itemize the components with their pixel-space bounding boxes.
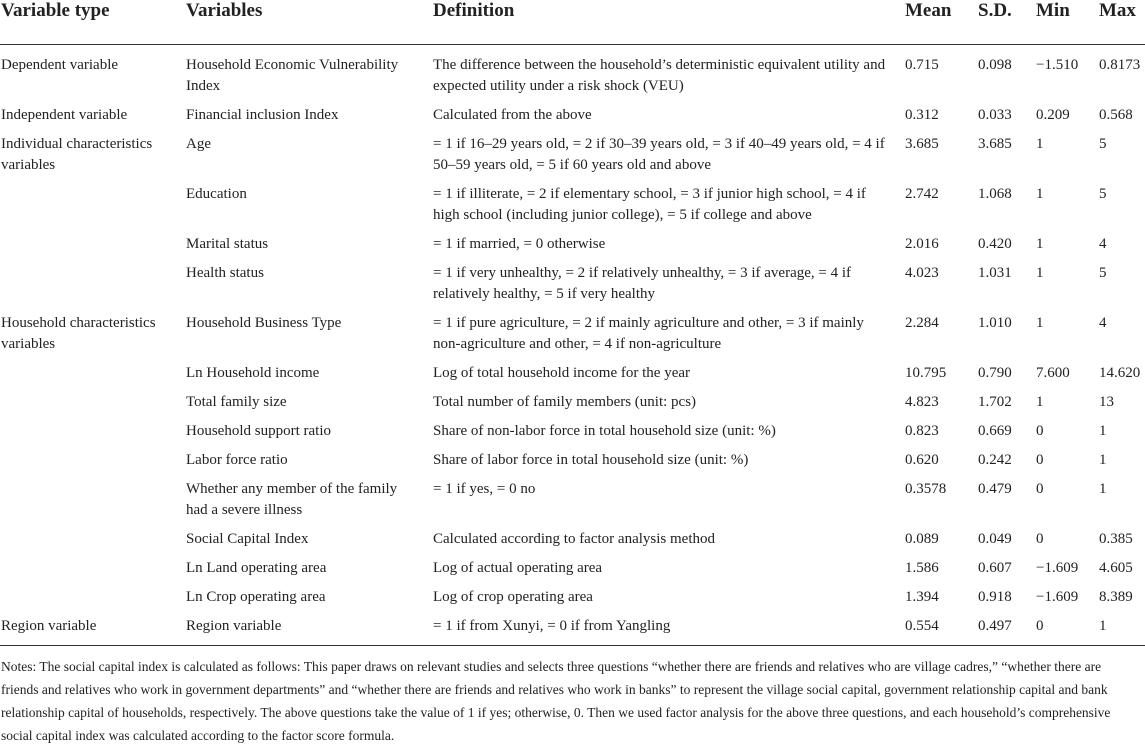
cell-variable: Household Business Type: [186, 315, 342, 331]
cell-max: 14.620: [1099, 365, 1141, 381]
cell-sd: 0.033: [978, 107, 1012, 123]
cell-variable-type: Dependent variable: [1, 57, 119, 73]
cell-definition: = 1 if married, = 0 otherwise: [433, 236, 606, 252]
cell-definition: Log of actual operating area: [433, 560, 603, 576]
cell-max: 0.568: [1099, 107, 1133, 123]
cell-max: 5: [1099, 186, 1107, 202]
cell-variable: Marital status: [186, 236, 269, 252]
cell-min: 1: [1036, 186, 1044, 202]
cell-max: 13: [1099, 394, 1114, 410]
cell-variable: Ln Crop operating area: [186, 589, 326, 605]
cell-mean: 1.586: [905, 560, 939, 576]
cell-max: 0.385: [1099, 531, 1133, 547]
cell-variable-type: [0, 263, 177, 313]
cell-variable-type: [0, 529, 177, 558]
table-row: [0, 450, 1145, 479]
cell-sd: 0.479: [978, 481, 1012, 497]
cell-variable-type: [0, 587, 177, 616]
table-row: [0, 234, 1145, 263]
table-row: [0, 363, 1145, 392]
cell-mean: 3.685: [905, 136, 939, 152]
cell-variable-type: [0, 184, 177, 234]
table-notes: Notes: The social capital index is calculated as follows: This paper draws on relevant studies and selects three questions “whether there are friends and relatives who are village cadres,” “whether there are friends and relatives who work in government departments” and “whether there are friends and relatives who work in banks” to represent the village social capital, government relationship capital and bank relationship capital of households, respectively. The above questions take the value of 1 if yes; otherwise, 0. Then we used factor analysis for the above three questions, and each household’s comprehensive social capital index was calculated according to the factor score formula.: [1, 659, 1111, 743]
cell-variable-type: [0, 392, 177, 421]
cell-variable: Ln Household income: [186, 365, 320, 381]
cell-definition: = 1 if illiterate, = 2 if elementary school, = 3 if junior high school, = 4 if high school (including junior college), = 5 if college and above: [433, 186, 866, 223]
cell-mean: 0.3578: [905, 481, 947, 497]
table-row: [0, 479, 1145, 529]
cell-variable-type: Household characteristics variables: [1, 315, 156, 352]
cell-sd: 1.702: [978, 394, 1012, 410]
cell-max: 5: [1099, 265, 1107, 281]
table-row: [0, 105, 1145, 134]
header-min: Min: [1028, 0, 1091, 45]
cell-mean: 2.284: [905, 315, 939, 331]
cell-min: 0: [1036, 452, 1044, 468]
cell-sd: 0.607: [978, 560, 1012, 576]
cell-variable: Health status: [186, 265, 264, 281]
header-definition: Definition: [424, 0, 897, 45]
cell-sd: 1.068: [978, 186, 1012, 202]
cell-min: 1: [1036, 236, 1044, 252]
cell-sd: 0.918: [978, 589, 1012, 605]
cell-min: −1.609: [1036, 560, 1079, 576]
cell-max: 1: [1099, 423, 1107, 439]
cell-variable: Total family size: [186, 394, 287, 410]
cell-min: 0: [1036, 481, 1044, 497]
cell-min: −1.609: [1036, 589, 1079, 605]
cell-variable: Labor force ratio: [186, 452, 288, 468]
cell-definition: Log of total household income for the year: [433, 365, 691, 381]
cell-mean: 0.620: [905, 452, 939, 468]
cell-sd: 3.685: [978, 136, 1012, 152]
cell-max: 4.605: [1099, 560, 1133, 576]
table-row: [0, 587, 1145, 616]
cell-definition: Log of crop operating area: [433, 589, 593, 605]
cell-max: 8.389: [1099, 589, 1133, 605]
cell-max: 4: [1099, 315, 1107, 331]
cell-variable: Ln Land operating area: [186, 560, 327, 576]
cell-variable-type: Region variable: [0, 616, 177, 646]
cell-definition: = 1 if from Xunyi, = 0 if from Yangling: [424, 616, 897, 646]
cell-mean: 4.823: [905, 394, 939, 410]
cell-sd: 0.242: [978, 452, 1012, 468]
cell-variable: Region variable: [177, 616, 424, 646]
header-max: Max: [1091, 0, 1145, 45]
cell-definition: = 1 if pure agriculture, = 2 if mainly agriculture and other, = 3 if mainly non-agriculture and other, = 4 if non-agriculture: [433, 315, 864, 352]
table-row: [0, 529, 1145, 558]
cell-definition: Share of labor force in total household size (unit: %): [433, 452, 749, 468]
cell-min: 1: [1036, 265, 1044, 281]
cell-sd: 0.098: [978, 57, 1012, 73]
table-row: [0, 263, 1145, 313]
cell-variable-type: Individual characteristics variables: [1, 136, 153, 173]
cell-variable-type: [0, 479, 177, 529]
cell-definition: Total number of family members (unit: pcs): [433, 394, 697, 410]
cell-min: 1: [1036, 136, 1044, 152]
cell-mean: 1.394: [905, 589, 939, 605]
cell-sd: 0.420: [978, 236, 1012, 252]
cell-definition: = 1 if very unhealthy, = 2 if relatively unhealthy, = 3 if average, = 4 if relatively healthy, = 5 if very healthy: [433, 265, 852, 302]
cell-min: 1: [1036, 315, 1044, 331]
table-row: [0, 392, 1145, 421]
cell-definition: Calculated from the above: [433, 107, 592, 123]
cell-definition: Share of non-labor force in total household size (unit: %): [433, 423, 776, 439]
cell-mean: 10.795: [905, 365, 947, 381]
cell-variable: Social Capital Index: [186, 531, 309, 547]
cell-sd: 0.669: [978, 423, 1012, 439]
header-variables: Variables: [177, 0, 424, 45]
cell-min: −1.510: [1036, 57, 1079, 73]
cell-mean: 0.715: [905, 57, 939, 73]
cell-definition: Calculated according to factor analysis method: [433, 531, 715, 547]
cell-variable: Household Economic Vulnerability Index: [186, 57, 399, 94]
cell-mean: 0.089: [905, 531, 939, 547]
cell-max: 1: [1099, 481, 1107, 497]
cell-min: 0: [1028, 616, 1091, 646]
table-header: [0, 0, 1145, 45]
cell-mean: 0.312: [905, 107, 939, 123]
cell-min: 0: [1036, 531, 1044, 547]
cell-mean: 0.823: [905, 423, 939, 439]
table-row: [0, 134, 1145, 184]
cell-variable-type: [0, 421, 177, 450]
table-row: [0, 421, 1145, 450]
cell-max: 5: [1099, 136, 1107, 152]
header-mean: Mean: [897, 0, 970, 45]
cell-mean: 0.554: [897, 616, 970, 646]
cell-definition: The difference between the household’s deterministic equivalent utility and expected utility under a risk shock (VEU): [433, 57, 886, 94]
cell-variable-type: [0, 363, 177, 392]
cell-max: 1: [1099, 452, 1107, 468]
cell-min: 0.209: [1036, 107, 1070, 123]
cell-variable: Education: [186, 186, 247, 202]
cell-sd: 1.031: [978, 265, 1012, 281]
cell-variable: Age: [186, 136, 211, 152]
cell-variable-type: [0, 558, 177, 587]
cell-sd: 0.049: [978, 531, 1012, 547]
header-sd: S.D.: [970, 0, 1028, 45]
cell-mean: 2.016: [905, 236, 939, 252]
table-row: [0, 45, 1145, 106]
cell-max: 4: [1099, 236, 1107, 252]
cell-min: 7.600: [1036, 365, 1070, 381]
cell-mean: 4.023: [905, 265, 939, 281]
cell-sd: 1.010: [978, 315, 1012, 331]
cell-variable: Whether any member of the family had a severe illness: [186, 481, 398, 518]
header-variable-type: Variable type: [0, 0, 177, 45]
cell-mean: 2.742: [905, 186, 939, 202]
cell-definition: = 1 if 16–29 years old, = 2 if 30–39 years old, = 3 if 40–49 years old, = 4 if 50–59 years old, = 5 if 60 years old and above: [433, 136, 885, 173]
cell-variable-type: [0, 450, 177, 479]
table-row: [0, 616, 1145, 646]
cell-max: 0.8173: [1099, 57, 1141, 73]
cell-variable-type: [0, 234, 177, 263]
table-row: [0, 184, 1145, 234]
cell-min: 0: [1036, 423, 1044, 439]
table-body: [0, 45, 1145, 646]
cell-definition: = 1 if yes, = 0 no: [433, 481, 536, 497]
table-row: [0, 558, 1145, 587]
table-row: [0, 313, 1145, 363]
cell-variable: Financial inclusion Index: [186, 107, 339, 123]
cell-sd: 0.497: [970, 616, 1028, 646]
header-row: [0, 0, 1145, 45]
cell-sd: 0.790: [978, 365, 1012, 381]
cell-min: 1: [1036, 394, 1044, 410]
cell-variable: Household support ratio: [186, 423, 331, 439]
cell-variable-type: Independent variable: [1, 107, 128, 123]
cell-max: 1: [1091, 616, 1145, 646]
